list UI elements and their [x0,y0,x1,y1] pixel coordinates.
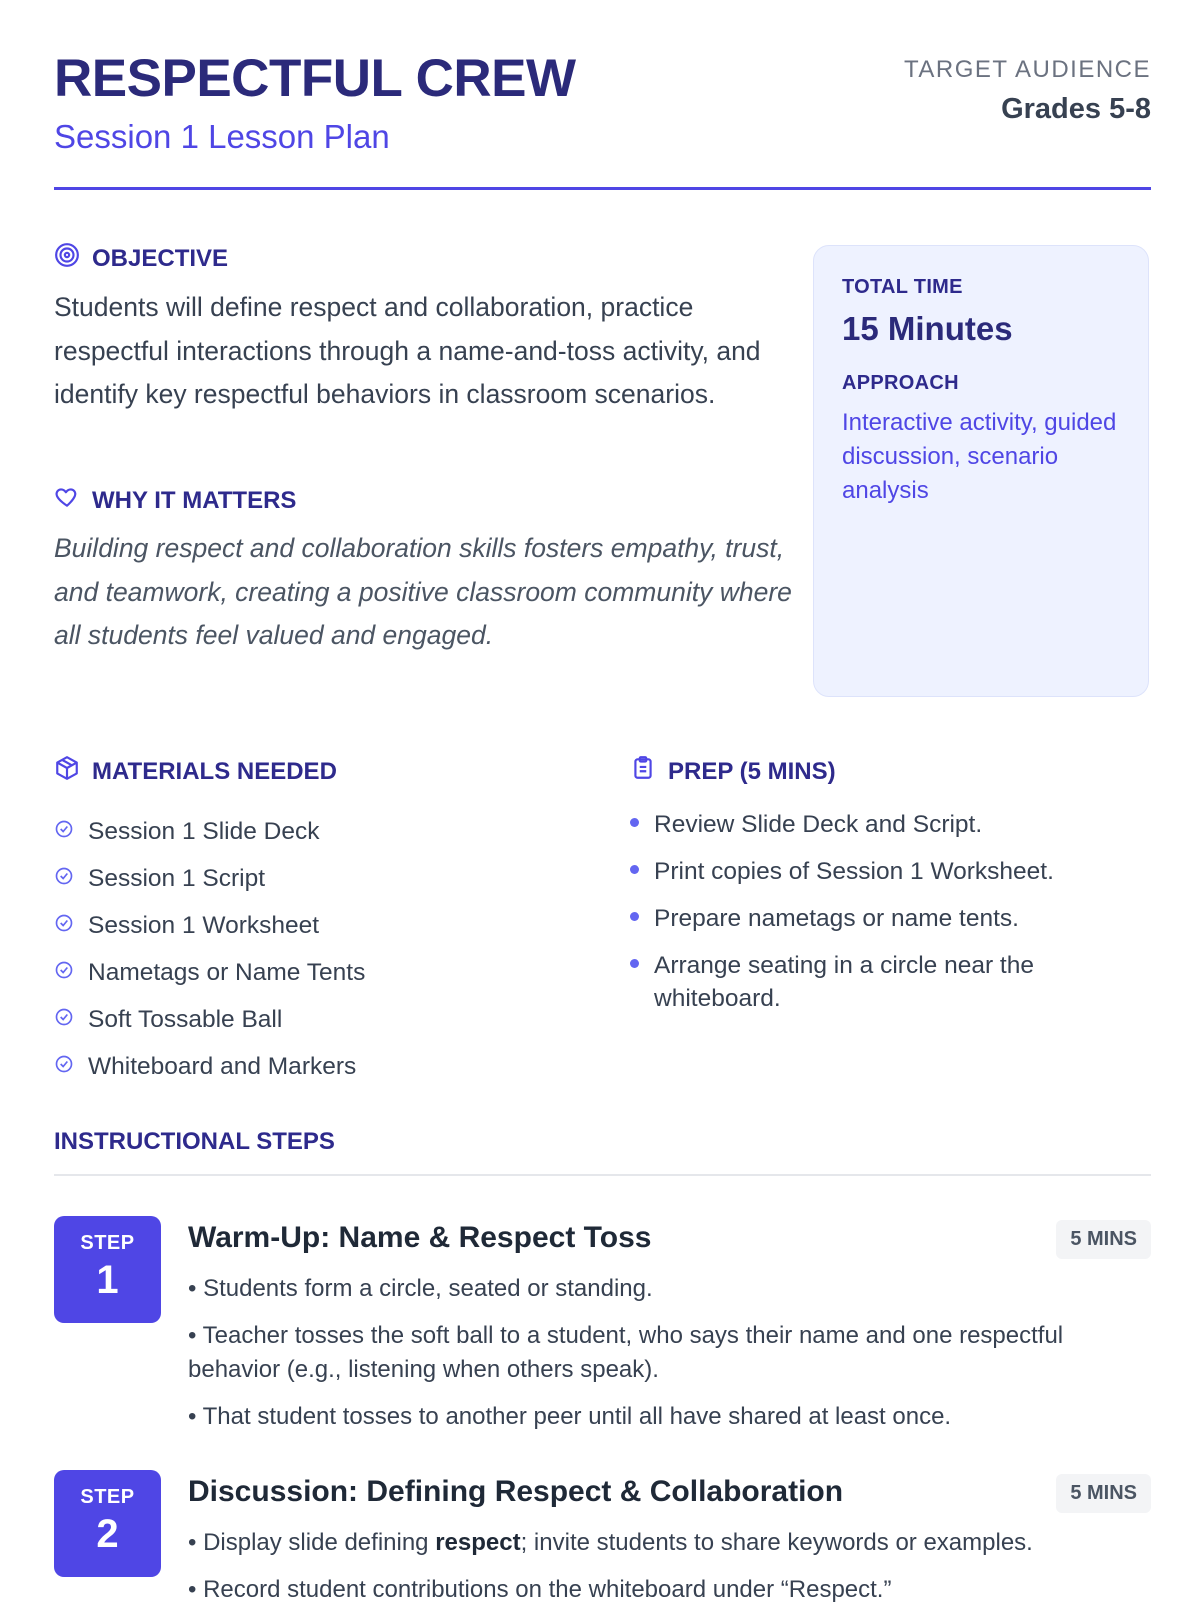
check-circle-icon [54,865,74,893]
target-icon [54,242,80,275]
list-item [54,949,574,996]
step-bullet: • That student tosses to another peer until all have shared at least once. [188,1403,952,1430]
step-title: Warm-Up: Name & Respect Toss [188,1221,652,1254]
bullet-dot [630,912,639,921]
step-label: STEP [80,1486,135,1508]
list-item [54,996,574,1043]
material-item-label: Nametags or Name Tents [88,958,366,986]
materials-list [54,808,574,1090]
step-bullet: • Teacher tosses the soft ball to a student, who says their name and one respectful behavior (e.g., listening when others speak). [188,1322,1064,1383]
why-text: Building respect and collaboration skills fosters empathy, trust, and teamwork, creating a positive classroom community where all students feel valued and engaged. [54,533,792,650]
audience-label: TARGET AUDIENCE [904,56,1151,83]
step-duration-badge: 5 MINS [1056,1474,1151,1513]
list-item [630,949,1090,1015]
bullet-dot [630,865,639,874]
total-time-label: TOTAL TIME [842,276,963,298]
step-bullet: • Students form a circle, seated or standing. [188,1275,653,1302]
prep-item-label: Prepare nametags or name tents. [654,905,1019,932]
prep-list [630,808,1090,1029]
material-item-label: Session 1 Slide Deck [88,817,320,845]
page-subtitle: Session 1 Lesson Plan [54,118,390,155]
header-divider [54,187,1151,190]
objective-heading-label: OBJECTIVE [92,244,229,272]
list-item [54,808,574,855]
prep-heading [630,755,836,788]
material-item-label: Soft Tossable Ball [88,1005,283,1033]
list-item [54,855,574,902]
step-card-1 [54,1216,1151,1436]
check-circle-icon [54,818,74,846]
step-number: 1 [96,1258,119,1302]
material-item-label: Session 1 Worksheet [88,911,320,939]
bullet-text-start: • Display slide defining [188,1529,436,1556]
step-bullet [188,1526,1118,1560]
step-card-2 [54,1470,1151,1603]
list-item [54,902,574,949]
list-item [630,808,1090,841]
audience-value: Grades 5-8 [1001,93,1151,125]
steps-heading: INSTRUCTIONAL STEPS [54,1128,335,1155]
approach-value: Interactive activity, guided discussion, scenario analysis [842,409,1117,504]
bullet-text-end: ; invite students to share keywords or examples. [520,1529,1033,1556]
step-label: STEP [80,1232,135,1254]
why-heading-label: WHY IT MATTERS [92,486,297,514]
page-title: RESPECTFUL CREW [54,49,576,108]
step-bullets [188,1272,1118,1447]
total-time-value: 15 Minutes [842,310,1013,347]
summary-card [813,245,1149,697]
step-bullet: • Record student contributions on the whiteboard under “Respect.” [188,1576,892,1603]
check-circle-icon [54,912,74,940]
list-item [630,855,1090,888]
prep-item-label: Review Slide Deck and Script. [654,811,983,838]
step-badge [54,1216,161,1323]
list-item [54,1043,574,1090]
bullet-dot [630,959,639,968]
objective-text: Students will define respect and collaboration, practice respectful interactions through a name-and-toss activity, and identify key respectful behaviors in classroom scenarios. [54,292,761,409]
step-duration-badge: 5 MINS [1056,1220,1151,1259]
check-circle-icon [54,1053,74,1081]
step-bullets [188,1526,1118,1620]
check-circle-icon [54,959,74,987]
heart-icon [54,484,80,517]
approach-label: APPROACH [842,372,959,394]
box-icon [54,755,80,788]
bullet-emphasis: respect [435,1529,521,1556]
step-badge [54,1470,161,1577]
clipboard-icon [630,755,656,788]
prep-heading-label: PREP (5 MINS) [668,757,836,785]
step-title: Discussion: Defining Respect & Collaboration [188,1475,844,1508]
check-circle-icon [54,1006,74,1034]
list-item [630,902,1090,935]
steps-divider [54,1174,1151,1176]
materials-heading [54,755,337,788]
prep-item-label: Print copies of Session 1 Worksheet. [654,858,1054,885]
material-item-label: Session 1 Script [88,864,266,892]
step-number: 2 [96,1512,119,1556]
material-item-label: Whiteboard and Markers [88,1052,357,1080]
materials-heading-label: MATERIALS NEEDED [92,757,337,785]
bullet-dot [630,818,639,827]
prep-item-label: Arrange seating in a circle near the whiteboard. [654,952,1034,1012]
objective-heading [54,242,228,275]
why-heading [54,484,296,517]
